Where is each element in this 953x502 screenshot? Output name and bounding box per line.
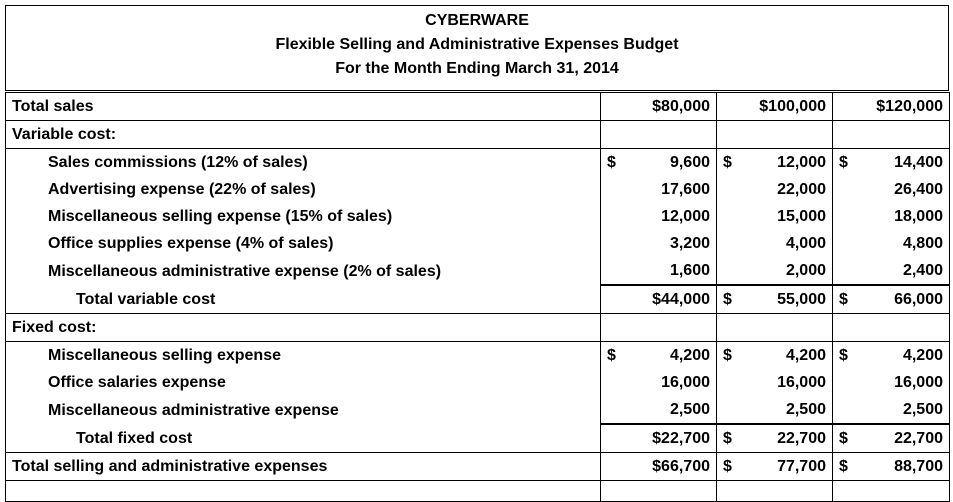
row-label: Advertising expense (22% of sales) [6,176,601,203]
budget-table [5,92,950,502]
table-row: Miscellaneous selling expense $ 4,200 $ 4,200 $ 4,200 [6,342,950,370]
row-label: Total sales [6,93,601,121]
table-row: Office salaries expense 16,000 16,000 16,000 [6,369,950,396]
table-row [6,121,950,149]
budget-title: Flexible Selling and Administrative Expenses Budget [275,36,679,53]
cell-80000: $80,000 [601,93,717,121]
row-label: Miscellaneous selling expense (15% of sales) [6,203,601,230]
table-row: Office supplies expense (4% of sales) 3,200 4,000 4,800 [6,230,950,257]
table-row: Total selling and administrative expenses $66,700 $ 77,700 $ 88,700 [6,453,950,481]
budget-sheet [5,5,949,491]
budget-period: For the Month Ending March 31, 2014 [335,60,619,77]
row-label: Total variable cost [6,285,601,314]
table-row [6,314,950,342]
row-label: Miscellaneous administrative expense (2% of sales) [6,257,601,285]
currency-sign: $ [839,347,848,364]
currency-sign: $ [723,430,732,447]
table-row: Miscellaneous administrative expense (2% of sales) 1,600 2,000 2,400 [6,257,950,285]
table-row: Advertising expense (22% of sales) 17,600 22,000 26,400 [6,176,950,203]
currency-sign: $ [607,154,616,171]
row-label: Total selling and administrative expenses [6,453,601,481]
table-row: Sales commissions (12% of sales) $ 9,600 $ 12,000 $ 14,400 [6,149,950,177]
table-row: Total fixed cost $22,700 $ 22,700 $ 22,700 [6,424,950,453]
row-label: Miscellaneous administrative expense [6,396,601,424]
row-label: Office supplies expense (4% of sales) [6,230,601,257]
currency-sign: $ [839,154,848,171]
budget-header [5,5,949,91]
section-heading: Variable cost: [6,121,601,149]
company-name: CYBERWARE [425,12,529,29]
currency-sign: $ [839,458,848,475]
currency-sign: $ [723,458,732,475]
section-heading: Fixed cost: [6,314,601,342]
table-row [6,481,950,502]
row-label: Office salaries expense [6,369,601,396]
currency-sign: $ [839,430,848,447]
row-label: Total fixed cost [6,424,601,453]
table-row: Miscellaneous selling expense (15% of sales) 12,000 15,000 18,000 [6,203,950,230]
row-label: Sales commissions (12% of sales) [6,149,601,177]
table-row [6,93,950,121]
cell-120000: $120,000 [833,93,950,121]
cell-100000: $100,000 [717,93,833,121]
currency-sign: $ [607,347,616,364]
currency-sign: $ [723,291,732,308]
row-label: Miscellaneous selling expense [6,342,601,370]
table-row: Miscellaneous administrative expense 2,500 2,500 2,500 [6,396,950,424]
currency-sign: $ [723,154,732,171]
table-row: Total variable cost $44,000 $ 55,000 $ 66,000 [6,285,950,314]
currency-sign: $ [723,347,732,364]
currency-sign: $ [839,291,848,308]
